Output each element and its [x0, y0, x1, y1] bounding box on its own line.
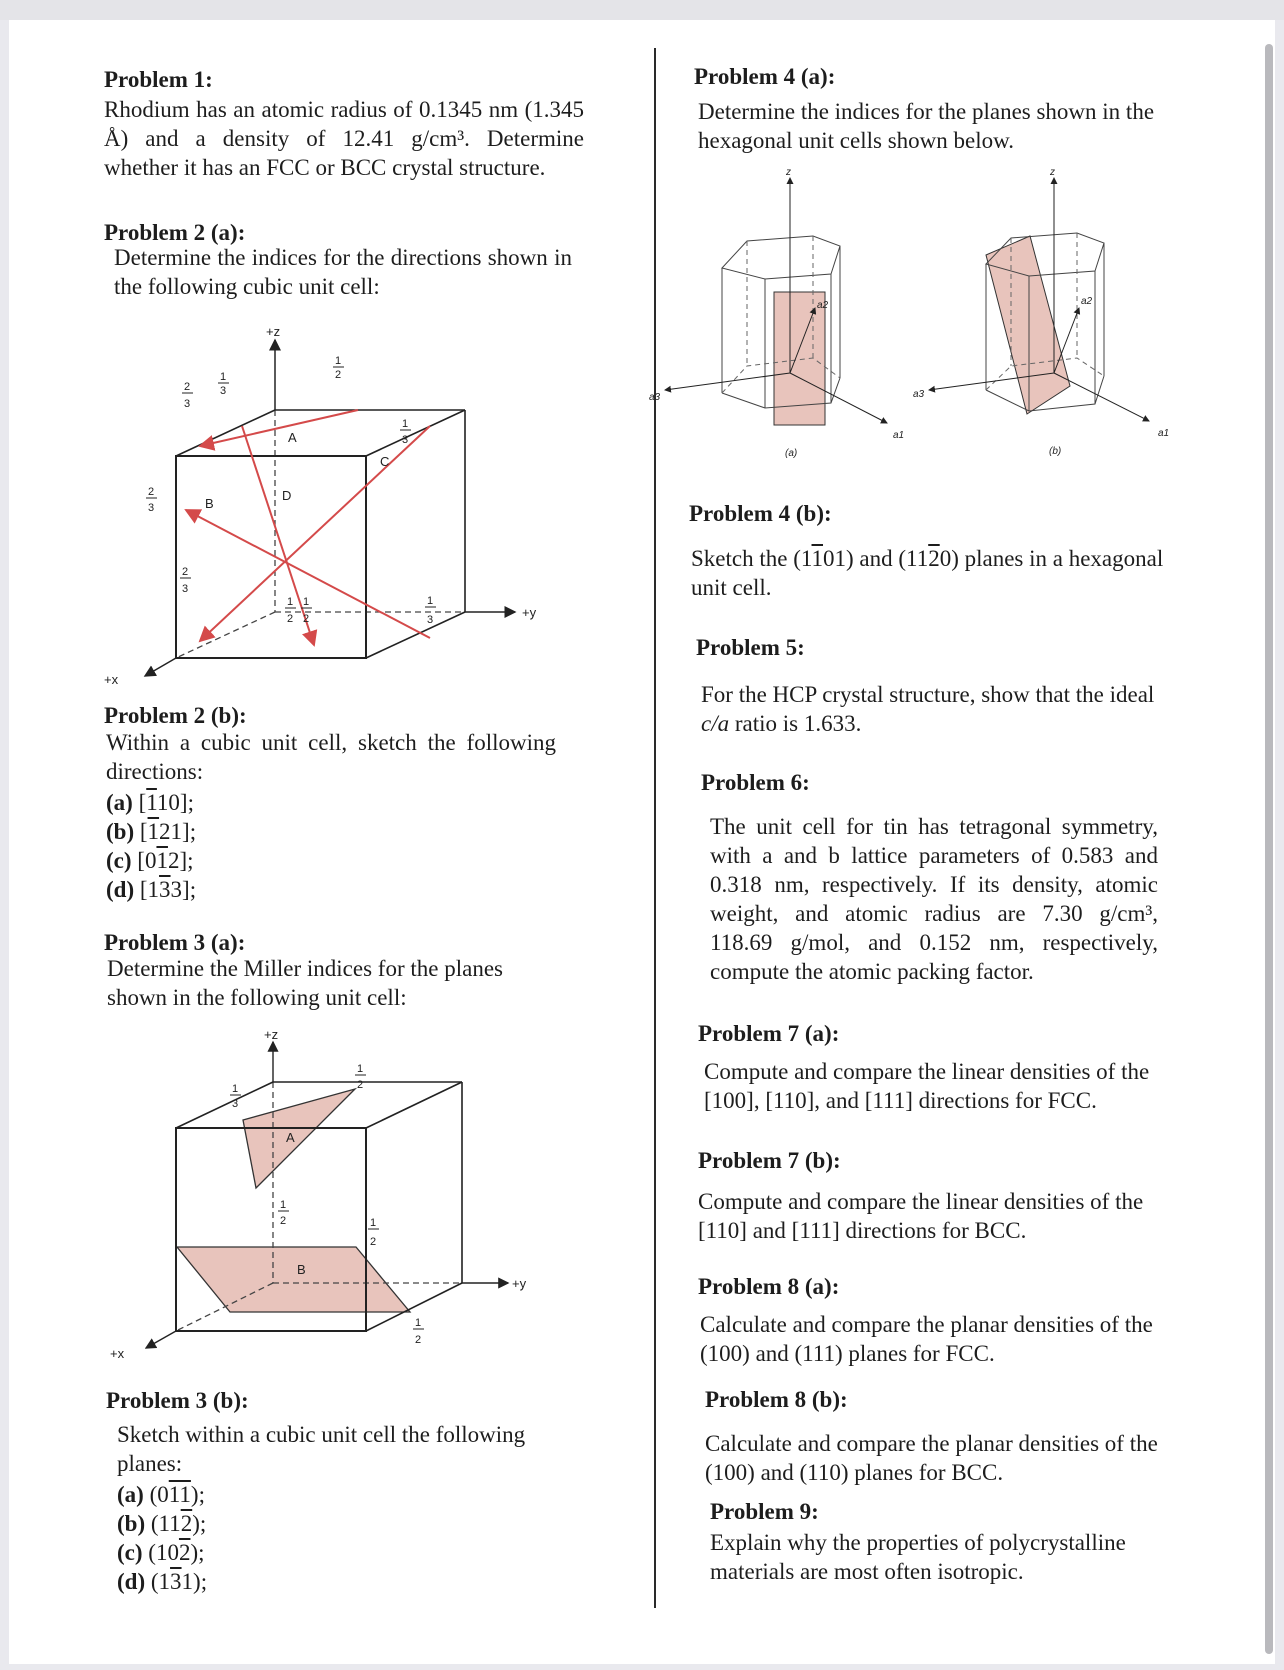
problem6-text: The unit cell for tin has tetragonal symmetry, with a and b lattice parameters of 0.583 and 0.318 nm, respectively. If its density, atomic weight, and atomic radius are 7.30 g/cm³, 118.69 g/mol, and 0.152 nm, respectively, compute the atomic packing factor.	[710, 814, 1158, 984]
a3-label-b: a3	[913, 389, 925, 400]
svg-text:2: 2	[287, 613, 294, 625]
plane-a	[243, 1089, 355, 1188]
problem2a-text: Determine the indices for the directions shown in the following cubic unit cell:	[114, 245, 572, 299]
axis-z-label: +z	[266, 324, 281, 339]
plane-b-label: B	[297, 1262, 306, 1277]
svg-text:2: 2	[280, 1215, 287, 1227]
axis-x-label: +x	[104, 672, 119, 687]
z-axis-label-a: z	[786, 167, 791, 178]
list-item: (c) (102);	[117, 1540, 205, 1565]
a3-label-a: a3	[649, 392, 661, 403]
svg-text:1: 1	[220, 371, 227, 383]
svg-text:2: 2	[357, 1079, 364, 1091]
problem5-title: Problem 5:	[696, 635, 805, 660]
direction-a-label: A	[288, 430, 297, 445]
problem3a-text: Determine the Miller indices for the planes shown in the following unit cell:	[107, 956, 503, 1010]
problem7b-text: Compute and compare the linear densities of the [110] and [111] directions for BCC.	[698, 1189, 1144, 1243]
problem8a-title: Problem 8 (a):	[698, 1274, 840, 1299]
problem8a-text: Calculate and compare the planar densities of the (100) and (111) planes for FCC.	[700, 1312, 1153, 1366]
list-item: (b) (112);	[117, 1511, 207, 1536]
caption-b: (b)	[1049, 446, 1062, 457]
svg-text:2: 2	[303, 613, 310, 625]
problem2a-title: Problem 2 (a):	[104, 220, 246, 245]
direction-b-label: B	[205, 496, 214, 511]
svg-text:2: 2	[184, 381, 191, 393]
svg-text:1: 1	[357, 1063, 364, 1075]
problem5-text: For the HCP crystal structure, show that the ideal c/a ratio is 1.633.	[701, 682, 1155, 736]
hex-cell-a	[665, 178, 887, 425]
problem7a-text: Compute and compare the linear densities of the [100], [110], and [111] directions for FCC.	[704, 1059, 1150, 1113]
direction-d-label: D	[282, 488, 292, 503]
a1-label-b: a1	[1158, 428, 1170, 439]
svg-text:3: 3	[184, 398, 191, 410]
problem8b-title: Problem 8 (b):	[705, 1387, 848, 1412]
problem1-title: Problem 1:	[104, 67, 213, 92]
list-item: (d) (131);	[117, 1569, 208, 1594]
a2-label-a: a2	[817, 300, 829, 311]
list-item: (b) [121];	[106, 819, 197, 844]
svg-text:2: 2	[370, 1236, 377, 1248]
problem4a-text: Determine the indices for the planes shown in the hexagonal unit cells shown below.	[698, 99, 1155, 153]
cubic-cell-planes-figure	[110, 1027, 580, 1380]
svg-text:2: 2	[148, 486, 155, 498]
plane-b	[177, 1247, 410, 1312]
problem4a-title: Problem 4 (a):	[694, 64, 836, 89]
svg-text:3: 3	[427, 614, 434, 626]
problem3b-text: Sketch within a cubic unit cell the following planes:	[117, 1422, 526, 1476]
svg-text:3: 3	[232, 1098, 239, 1110]
list-item: (a) (011);	[117, 1482, 205, 1507]
svg-text:1: 1	[232, 1083, 239, 1095]
svg-text:1: 1	[402, 418, 409, 430]
svg-text:3: 3	[148, 502, 155, 514]
svg-text:2: 2	[182, 566, 189, 578]
svg-text:3: 3	[220, 385, 227, 397]
list-item: (c) [012];	[106, 848, 194, 873]
problem2b-title: Problem 2 (b):	[104, 703, 247, 728]
problem2b-list	[106, 788, 196, 904]
svg-text:1: 1	[303, 596, 310, 608]
axis-x-label: +x	[110, 1346, 125, 1361]
problem3b-list	[117, 1480, 207, 1596]
problem7a-title: Problem 7 (a):	[698, 1021, 840, 1046]
axis-y-label: +y	[512, 1276, 527, 1291]
z-axis-label-b: z	[1050, 167, 1055, 178]
axis-y-label: +y	[522, 605, 537, 620]
direction-c-label: C	[380, 454, 390, 469]
svg-text:1: 1	[335, 355, 342, 367]
problem7b-title: Problem 7 (b):	[698, 1148, 841, 1173]
axis-z-label: +z	[264, 1027, 279, 1042]
list-item: (d) [133];	[106, 877, 197, 902]
problem2b-text: Within a cubic unit cell, sketch the following directions:	[106, 730, 556, 784]
svg-text:1: 1	[287, 596, 294, 608]
svg-text:2: 2	[335, 369, 342, 381]
a2-label-b: a2	[1081, 296, 1093, 307]
hexagonal-cells-figure	[649, 167, 1180, 468]
a1-label-a: a1	[893, 430, 905, 441]
problem3a-title: Problem 3 (a):	[104, 930, 246, 955]
svg-text:1: 1	[415, 1317, 422, 1329]
scrollbar[interactable]	[1265, 44, 1273, 1654]
problem9-title: Problem 9:	[710, 1499, 819, 1524]
svg-text:1: 1	[427, 595, 434, 607]
problem8b-text: Calculate and compare the planar densities of the (100) and (110) planes for BCC.	[705, 1431, 1158, 1485]
problem4b-text: Sketch the (1101) and (1120) planes in a hexagonal unit cell.	[691, 546, 1164, 600]
hex-cell-b	[929, 178, 1149, 421]
svg-text:2: 2	[415, 1334, 422, 1346]
plane-a-label: A	[286, 1130, 295, 1145]
cubic-cell-directions-figure	[104, 324, 580, 690]
problem1-text: Rhodium has an atomic radius of 0.1345 nm (1.345 Å) and a density of 12.41 g/cm³. Determine whether it has an FCC or BCC crystal structure.	[104, 97, 584, 180]
list-item: (a) [110];	[106, 790, 194, 815]
caption-a: (a)	[785, 448, 798, 459]
problem9-text: Explain why the properties of polycrystalline materials are most often isotropic.	[710, 1530, 1126, 1584]
problem6-title: Problem 6:	[701, 770, 810, 795]
svg-text:3: 3	[402, 434, 409, 446]
svg-text:1: 1	[280, 1199, 287, 1211]
problem3b-title: Problem 3 (b):	[106, 1388, 249, 1413]
problem4b-title: Problem 4 (b):	[689, 501, 832, 526]
top-bar	[0, 0, 1284, 20]
svg-text:1: 1	[370, 1217, 377, 1229]
svg-text:3: 3	[182, 583, 189, 595]
